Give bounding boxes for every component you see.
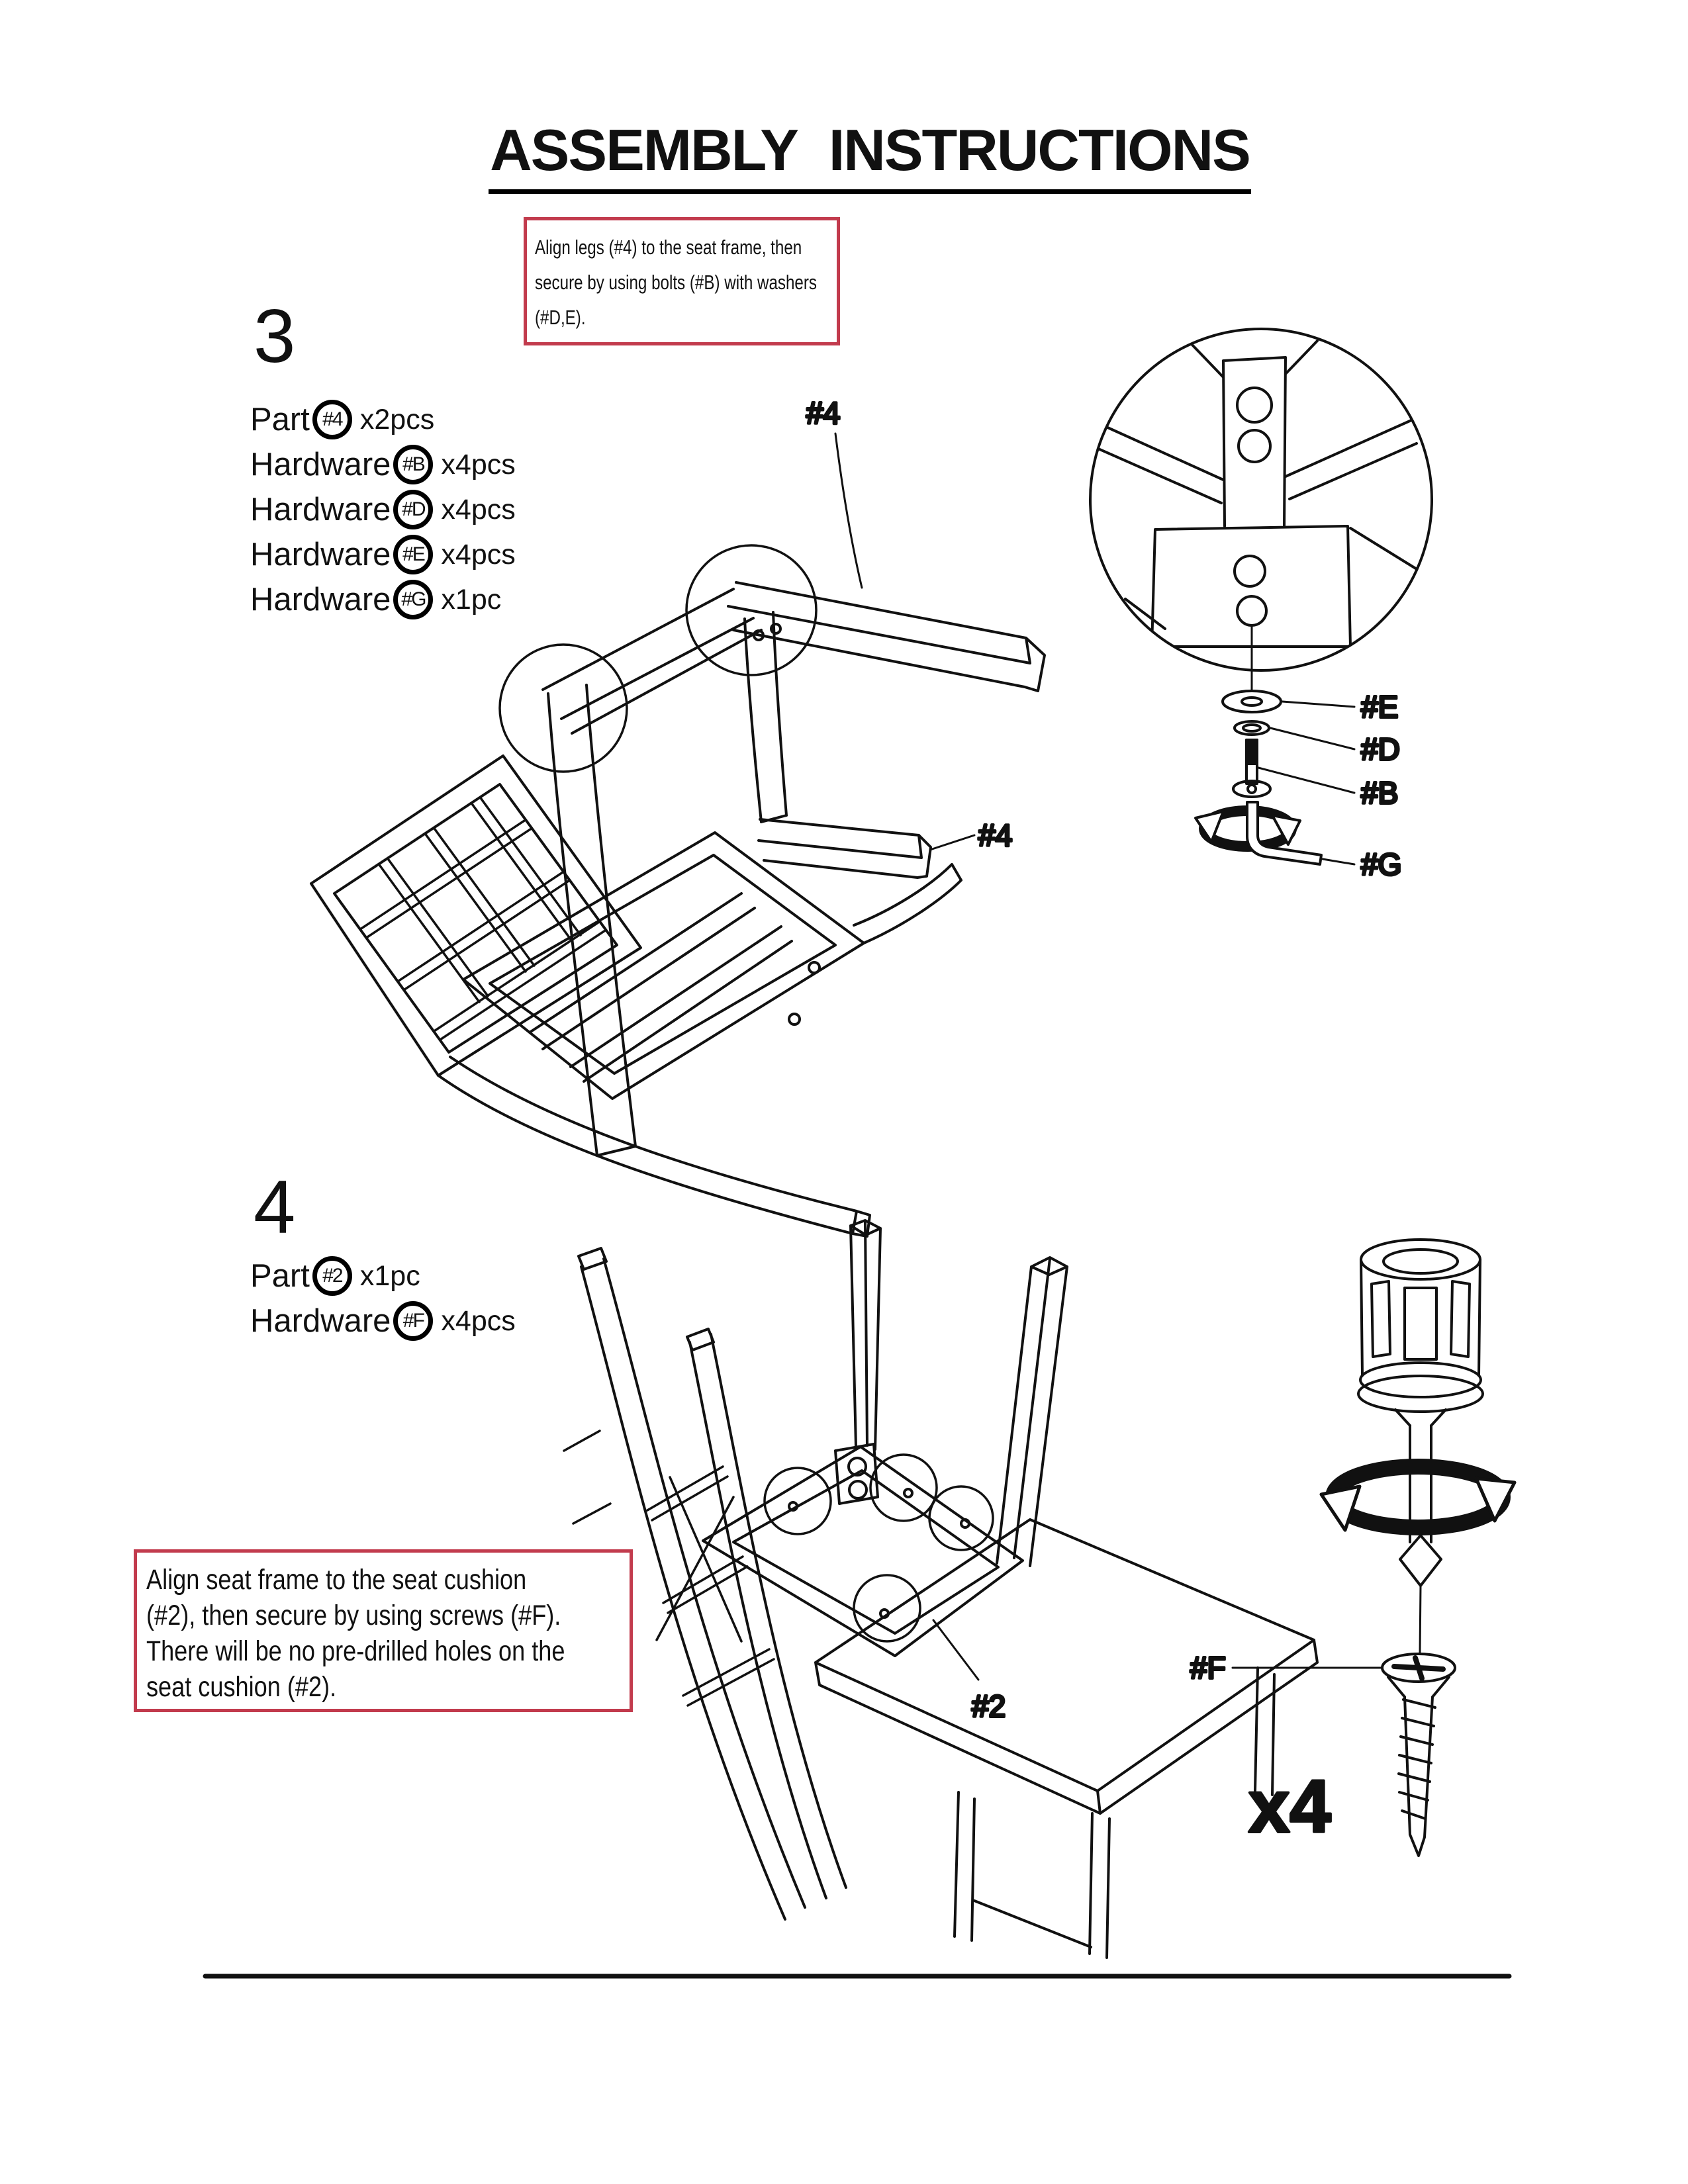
part-label: Hardware <box>250 1303 391 1339</box>
part-label: Hardware <box>250 582 391 617</box>
instruction-text-line: (#2), then secure by using screws (#F). <box>146 1600 561 1631</box>
bracket-hole <box>849 1481 867 1498</box>
frame-screw-hole <box>789 1014 800 1024</box>
screw-highlight-circle <box>870 1455 937 1521</box>
step3-number: 3 <box>254 295 296 379</box>
parts-list-row <box>250 1253 516 1298</box>
part-code-badge: #B <box>393 445 433 484</box>
part-qty: x1pc <box>359 1259 420 1292</box>
callout-bolt-label: #B <box>1361 776 1399 810</box>
chair-back-frame <box>311 756 641 1075</box>
part-code-badge: #F <box>393 1301 433 1341</box>
bolt-hole <box>1237 596 1266 625</box>
seat-side-rail <box>543 589 761 733</box>
step4-number: 4 <box>254 1165 296 1250</box>
part-code-badge: #2 <box>312 1256 352 1296</box>
callout-lock-washer-label: #D <box>1361 732 1400 766</box>
leader-line <box>835 433 974 850</box>
pilot-hole <box>789 1502 797 1510</box>
detail-boundary-circle <box>1090 329 1432 670</box>
part-code-badge: #E <box>393 535 433 574</box>
curved-rail-long <box>438 1057 870 1236</box>
screw-multiplier-label: x4 <box>1248 1765 1331 1848</box>
leg-up-middle <box>851 1220 880 1449</box>
instruction-text-line: Align legs (#4) to the seat frame, then <box>535 236 802 259</box>
part-qty: x4pcs <box>441 493 516 525</box>
part-qty: x4pcs <box>441 538 516 570</box>
parts-list-row <box>250 1298 516 1343</box>
screwdriver-icon <box>1321 1240 1515 1586</box>
callout-allen-key-label: #G <box>1361 847 1402 882</box>
alignment-line <box>1420 1586 1421 1653</box>
step4-instruction-box <box>134 1549 633 1712</box>
leader-line <box>933 1620 978 1680</box>
screwdriver-drawing <box>1190 1240 1515 1856</box>
pilot-hole <box>904 1489 912 1497</box>
joint-highlight-circle <box>500 645 627 772</box>
part-qty: x2pcs <box>359 403 435 435</box>
seat-corner-post <box>745 612 786 822</box>
step4-chair-drawing <box>564 1220 1317 1958</box>
screw-highlight-circle <box>765 1468 831 1534</box>
parts-list-row <box>250 487 516 532</box>
lock-washer-icon <box>1235 721 1269 735</box>
callout-cushion-label: #2 <box>972 1689 1006 1723</box>
part-code-badge: #D <box>393 490 433 529</box>
washer-icon <box>1223 691 1281 712</box>
part-label: Hardware <box>250 537 391 572</box>
pilot-hole <box>961 1520 969 1527</box>
part-label: Hardware <box>250 492 391 527</box>
seat-frame-bottom <box>703 1447 1023 1656</box>
callout-screw-label: #F <box>1190 1651 1226 1685</box>
callout-washer-label: #E <box>1361 690 1399 724</box>
leg-side <box>759 819 931 878</box>
screw-icon <box>1382 1654 1455 1856</box>
callout-leg-side-label: #4 <box>978 818 1013 852</box>
instruction-text-line: Align seat frame to the seat cushion <box>146 1564 527 1596</box>
allen-key-icon <box>1196 802 1321 864</box>
part-code-badge: #4 <box>312 400 352 439</box>
step3-instruction-box <box>524 217 840 345</box>
parts-list-row <box>250 397 516 442</box>
frame-screw-hole <box>809 962 820 973</box>
page-title: ASSEMBLY INSTRUCTIONS <box>489 116 1251 194</box>
detail-joint-drawing <box>1092 341 1423 695</box>
part-qty: x4pcs <box>441 448 516 480</box>
part-label: Part <box>250 1258 310 1294</box>
step3-detail-view <box>1090 329 1432 882</box>
part-qty: x1pc <box>441 583 502 615</box>
part-code-badge: #G <box>393 580 433 619</box>
instruction-text-line: (#D,E). <box>535 306 586 329</box>
part-label: Hardware <box>250 447 391 482</box>
seat-cushion-bench <box>816 1520 1317 1958</box>
callout-leg-top-label: #4 <box>806 396 841 430</box>
step3-parts-list <box>250 397 516 622</box>
part-qty: x4pcs <box>441 1304 516 1337</box>
parts-list-row <box>250 532 516 577</box>
parts-list-row <box>250 577 516 622</box>
bolt-hole <box>1235 556 1265 586</box>
instruction-text-line: seat cushion (#2). <box>146 1671 337 1703</box>
step4-parts-list <box>250 1253 516 1343</box>
part-label: Part <box>250 402 310 437</box>
seat-frame <box>463 833 864 1099</box>
parts-list-row <box>250 442 516 487</box>
instruction-text-line: There will be no pre-drilled holes on the <box>146 1635 565 1667</box>
instruction-text-line: secure by using bolts (#B) with washers <box>535 271 818 294</box>
